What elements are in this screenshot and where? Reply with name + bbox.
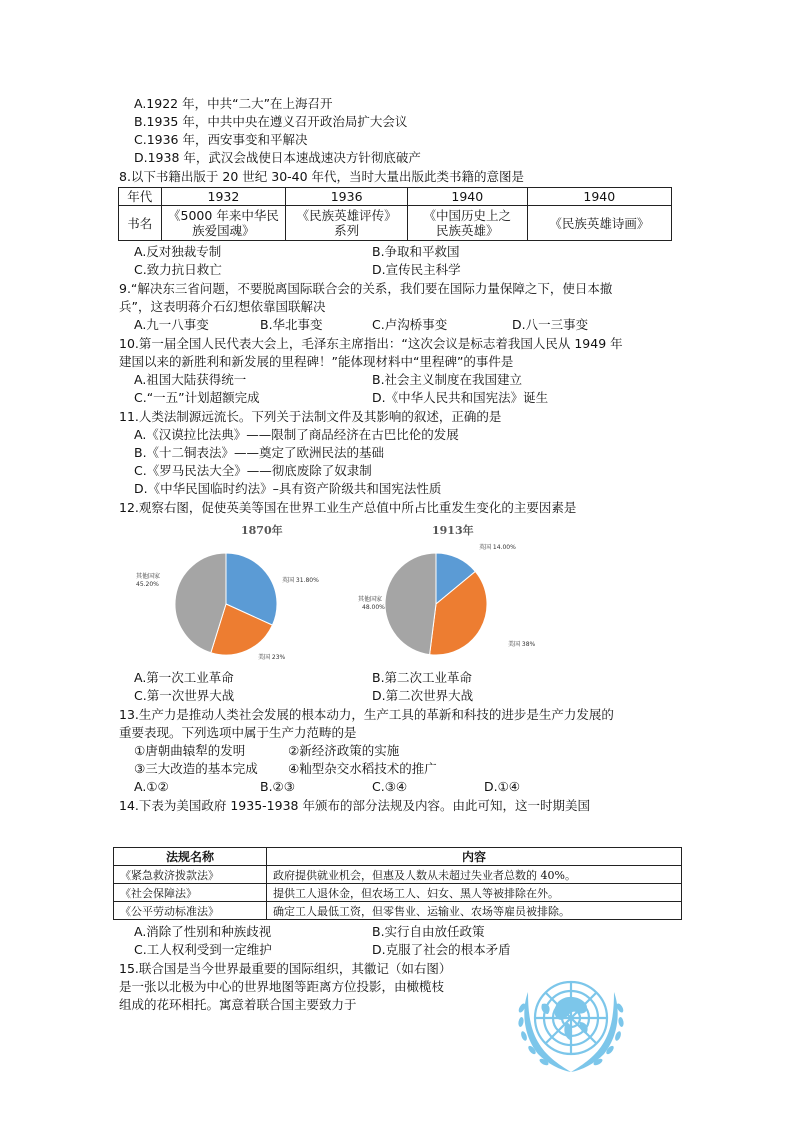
q14-law-name: 《公平劳动标准法》 xyxy=(114,902,267,920)
pie-1913 xyxy=(385,553,487,655)
table-row xyxy=(114,884,682,902)
q12-option-a: A.第一次工业革命 xyxy=(134,670,234,685)
q12-option-d: D.第二次世界大战 xyxy=(372,688,474,703)
q8-table-year: 1940 xyxy=(407,188,527,206)
q8-option-a: A.反对独裁专制 xyxy=(134,244,222,259)
q12-option-b: B.第二次工业革命 xyxy=(372,670,473,685)
q7-option-d: D.1938 年，武汉会战使日本速战速决方针彻底破产 xyxy=(134,150,421,165)
q8-table-book: 《5000 年来中华民 族爱国魂》 xyxy=(161,206,286,241)
q14-option-b: B.实行自由放任政策 xyxy=(372,924,485,939)
q14-law-content: 提供工人退休金，但农场工人、妇女、黑人等被排除在外。 xyxy=(267,884,682,902)
pie-1870-label-us: 美国 23% xyxy=(258,654,286,661)
q8-table-book: 《民族英雄评传》 系列 xyxy=(286,206,408,241)
q9-option-b: B.华北事变 xyxy=(260,317,323,332)
q8-option-c: C.致力抗日救亡 xyxy=(134,262,222,277)
q10-option-c: C.“一五”计划超额完成 xyxy=(134,390,260,405)
q14-option-d: D.克服了社会的根本矛盾 xyxy=(372,942,511,957)
q8-table-year: 1940 xyxy=(527,188,671,206)
q10-option-a: A.祖国大陆获得统一 xyxy=(134,372,247,387)
q14-option-a: A.消除了性别和种族歧视 xyxy=(134,924,272,939)
pie-1870-label-uk: 英国 31.80% xyxy=(282,577,319,584)
q15-stem-line1: 15.联合国是当今世界最重要的国际组织，其徽记（如右图） xyxy=(119,961,452,976)
q13-option-c: C.③④ xyxy=(372,779,408,794)
q8-table-book: 《民族英雄诗画》 xyxy=(527,206,671,241)
q13-item-1: ①唐朝曲辕犁的发明 xyxy=(134,743,246,758)
q13-item-4: ④籼型杂交水稻技术的推广 xyxy=(288,761,437,776)
pie-1913-label-uk: 英国 14.00% xyxy=(479,544,516,551)
q10-option-d: D.《中华人民共和国宪法》诞生 xyxy=(372,390,549,405)
q9-option-d: D.八一三事变 xyxy=(512,317,589,332)
q13-stem-line1: 13.生产力是推动人类社会发展的根本动力，生产工具的革新和科技的进步是生产力发展的 xyxy=(119,707,614,722)
q10-option-b: B.社会主义制度在我国建立 xyxy=(372,372,523,387)
q8-table xyxy=(118,187,672,241)
q12-stem: 12.观察右图，促使英美等国在世界工业生产总值中所占比重发生变化的主要因素是 xyxy=(119,500,577,515)
q11-option-b: B.《十二铜表法》——奠定了欧洲民法的基础 xyxy=(134,445,385,460)
pie-1870 xyxy=(175,553,277,655)
q13-stem-line2: 重要表现。下列选项中属于生产力范畴的是 xyxy=(119,725,357,740)
q12-pie-charts xyxy=(130,518,650,668)
q8-table-year-label: 年代 xyxy=(119,188,162,206)
q11-stem: 11.人类法制源远流长。下列关于法制文件及其影响的叙述，正确的是 xyxy=(119,409,502,424)
q14-law-content: 确定工人最低工资，但零售业、运输业、农场等雇员被排除。 xyxy=(267,902,682,920)
q14-law-name: 《社会保障法》 xyxy=(114,884,267,902)
q14-stem: 14.下表为美国政府 1935-1938 年颁布的部分法规及内容。由此可知，这一时期美国 xyxy=(119,798,590,813)
q13-item-2: ②新经济政策的实施 xyxy=(288,743,400,758)
q9-stem-line2: 兵”，这表明蒋介石幻想依靠国联解决 xyxy=(119,299,326,314)
q8-table-book-label: 书名 xyxy=(119,206,162,241)
pie-slice-other xyxy=(385,553,436,655)
q10-stem-line1: 10.第一届全国人民代表大会上，毛泽东主席指出：“这次会议是标志着我国人民从 1949 年 xyxy=(119,336,623,351)
q14-table xyxy=(113,847,682,920)
q13-option-a: A.①② xyxy=(134,779,169,794)
pie-1913-label-us: 美国 38% xyxy=(508,641,536,648)
q13-item-3: ③三大改造的基本完成 xyxy=(134,761,258,776)
q15-stem-line2: 是一张以北极为中心的世界地图等距离方位投影，由橄榄枝 xyxy=(119,979,445,994)
q7-option-a: A.1922 年，中共“二大”在上海召开 xyxy=(134,96,333,111)
q8-table-year: 1936 xyxy=(286,188,408,206)
un-emblem-icon xyxy=(508,972,634,1078)
q14-table-header: 法规名称 xyxy=(114,848,267,866)
q11-option-d: D.《中华民国临时约法》–具有资产阶级共和国宪法性质 xyxy=(134,481,442,496)
q8-stem: 8.以下书籍出版于 20 世纪 30-40 年代，当时大量出版此类书籍的意图是 xyxy=(119,169,525,184)
q13-option-b: B.②③ xyxy=(260,779,295,794)
table-row xyxy=(114,866,682,884)
q10-stem-line2: 建国以来的新胜利和新发展的里程碑！”能体现材料中“里程碑”的事件是 xyxy=(119,354,514,369)
q11-option-c: C.《罗马民法大全》——彻底废除了奴隶制 xyxy=(134,463,372,478)
q8-table-book: 《中国历史上之 民族英雄》 xyxy=(407,206,527,241)
q9-option-a: A.九一八事变 xyxy=(134,317,209,332)
q7-option-c: C.1936 年，西安事变和平解决 xyxy=(134,132,308,147)
pie-1913-label-other: 其他国家 48.00% xyxy=(358,596,385,611)
q9-option-c: C.卢沟桥事变 xyxy=(372,317,448,332)
q14-law-name: 《紧急救济拨款法》 xyxy=(114,866,267,884)
table-row xyxy=(114,902,682,920)
pie-1870-label-other: 其他国家 45.20% xyxy=(136,573,161,588)
q12-option-c: C.第一次世界大战 xyxy=(134,688,235,703)
pie-1913-title: 1913年 xyxy=(432,524,474,537)
pie-1870-title: 1870年 xyxy=(241,524,283,537)
q7-option-b: B.1935 年，中共中央在遵义召开政治局扩大会议 xyxy=(134,114,408,129)
q8-option-b: B.争取和平救国 xyxy=(372,244,460,259)
q8-option-d: D.宣传民主科学 xyxy=(372,262,461,277)
q14-option-c: C.工人权利受到一定维护 xyxy=(134,942,272,957)
q9-stem-line1: 9.“解决东三省问题，不要脱离国际联合会的关系，我们要在国际力量保障之下，使日本撤 xyxy=(119,281,613,296)
q11-option-a: A.《汉谟拉比法典》——限制了商品经济在古巴比伦的发展 xyxy=(134,427,459,442)
q8-table-year: 1932 xyxy=(161,188,286,206)
q14-law-content: 政府提供就业机会，但惠及人数从未超过失业者总数的 40%。 xyxy=(267,866,682,884)
q14-table-header: 内容 xyxy=(267,848,682,866)
q13-option-d: D.①④ xyxy=(484,779,521,794)
q15-stem-line3: 组成的花环相托。寓意着联合国主要致力于 xyxy=(119,997,357,1012)
